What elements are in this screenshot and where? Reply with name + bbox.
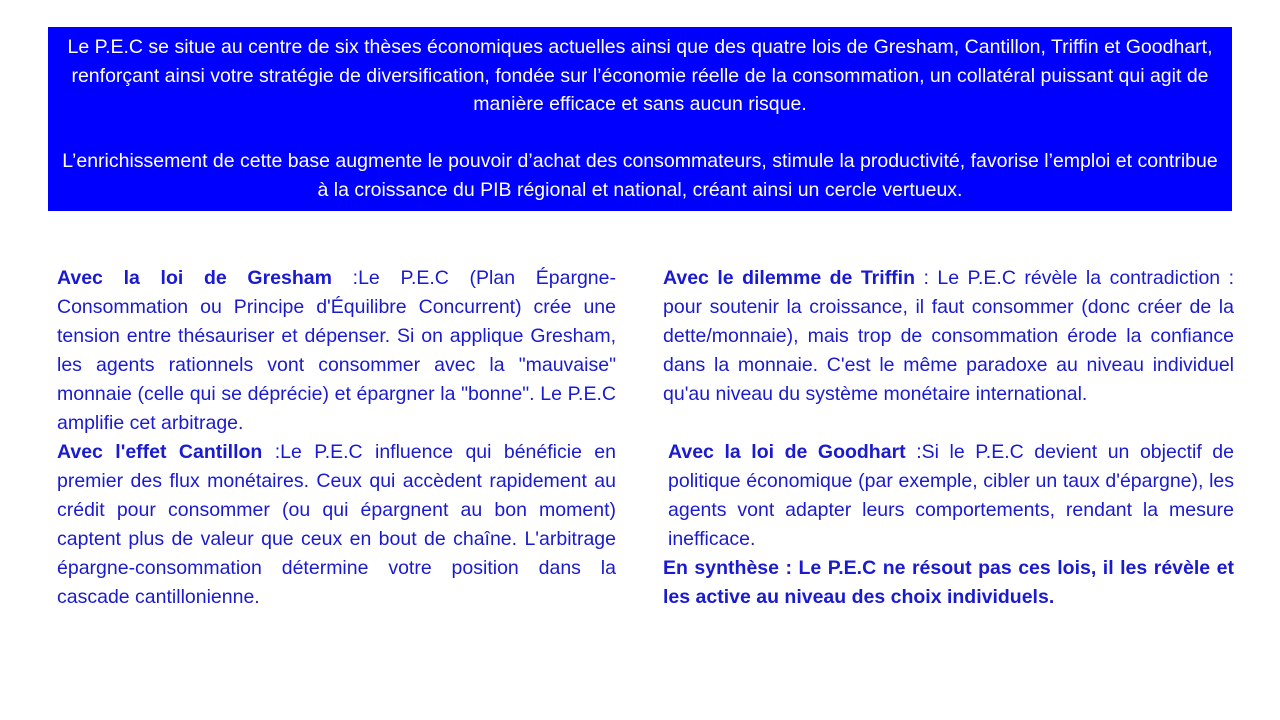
- intro-paragraph-2: L’enrichissement de cette base augmente le pouvoir d’achat des consommateurs, stimule la productivité, favorise l’emploi et contribue à la croissance du PIB régional et national, créant ainsi un cercle vertueux.: [62, 150, 1218, 201]
- goodhart-heading: Avec la loi de Goodhart: [668, 441, 917, 463]
- intro-paragraph-1: Le P.E.C se situe au centre de six thèses économiques actuelles ainsi que des quatre lois de Gresham, Cantillon, Triffin et Goodhart, renforçant ainsi votre stratégie de diversification, fondée sur l’économie réelle de la consommation, un collatéral puissant qui agit de manière efficace et sans aucun risque.: [67, 36, 1213, 115]
- gresham-text: :Le P.E.C (Plan Épargne-Consommation ou Principe d'Équilibre Concurrent) crée une tension entre thésauriser et dépenser. Si on applique Gresham, les agents rationnels vont consommer avec la "mauvaise" monnaie (celle qui se déprécie) et épargner la "bonne". Le P.E.C amplifie cet arbitrage.: [57, 267, 616, 434]
- cantillon-text: :Le P.E.C influence qui bénéficie en premier des flux monétaires. Ceux qui accèdent rapidement au crédit pour consommer (ou qui épargnent au bon moment) captent plus de valeur que ceux en bout de chaîne. L'arbitrage épargne-consommation détermine votre position dans la cascade cantillonienne.: [57, 441, 616, 608]
- right-column: [663, 264, 1234, 612]
- gresham-heading: Avec la loi de Gresham: [57, 267, 353, 289]
- cantillon-heading: Avec l'effet Cantillon: [57, 441, 275, 463]
- gresham-section: [57, 264, 616, 438]
- section-spacer: [663, 409, 1234, 438]
- cantillon-section: [57, 438, 616, 612]
- goodhart-section: [663, 438, 1234, 554]
- triffin-section: [663, 264, 1234, 409]
- goodhart-text: :Si le P.E.C devient un objectif de politique économique (par exemple, cibler un taux d'épargne), les agents vont adapter leurs comportements, rendant la mesure inefficace.: [668, 441, 1234, 550]
- left-column: [57, 264, 616, 612]
- triffin-heading: Avec le dilemme de Triffin: [663, 267, 916, 289]
- synthese-section: [663, 554, 1234, 612]
- intro-banner: [48, 27, 1232, 211]
- synthese-text: En synthèse : Le P.E.C ne résout pas ces lois, il les révèle et les active au niveau des choix individuels.: [663, 557, 1234, 608]
- triffin-text: : Le P.E.C révèle la contradiction : pour soutenir la croissance, il faut consommer (donc créer de la dette/monnaie), mais trop de consommation érode la confiance dans la monnaie. C'est le même paradoxe au niveau individuel qu'au niveau du système monétaire international.: [663, 267, 1235, 405]
